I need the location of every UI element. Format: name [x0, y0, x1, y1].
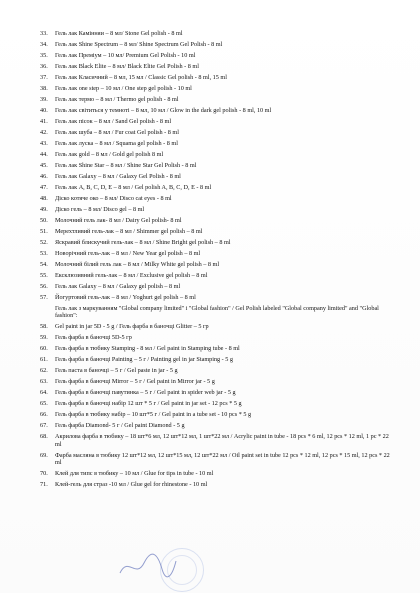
list-item — [40, 481, 392, 488]
item-text: Яскравий блискучий гель-лак – 8 мл / Shine Bright gel polish – 8 ml — [55, 239, 231, 246]
list-item — [40, 261, 392, 268]
item-text: Клей-гель для страз -10 мл / Glue gel for rhinestone - 10 ml — [55, 481, 208, 489]
item-number: 56. — [40, 283, 48, 290]
item-text: Гель лак Galaxy – 8 мл / Galaxy Gel Polish - 8 ml — [55, 173, 181, 180]
item-number: 41. — [40, 118, 48, 125]
item-number: 61. — [40, 356, 48, 364]
item-text: Новорічний гель-лак – 8 мл / New Year gel polish – 8 ml — [55, 250, 201, 257]
item-number: 37. — [40, 74, 48, 81]
item-text: Гель лак Black Elite – 8 мл/ Black Elite Gel Polish - 8 ml — [55, 63, 199, 70]
item-number: 34. — [40, 41, 48, 48]
item-number: 43. — [40, 140, 48, 147]
item-text: Гель лак луска – 8 мл / Squama gel polish - 8 ml — [55, 140, 178, 147]
list-item — [40, 378, 392, 385]
list-item — [40, 162, 392, 169]
list-item — [40, 228, 392, 235]
item-number: 44. — [40, 151, 48, 158]
item-number: 54. — [40, 261, 48, 268]
item-text: Гель лак Преміум – 10 мл/ Premium Gel Polish - 10 ml — [55, 52, 196, 59]
list-item — [40, 140, 392, 147]
list-item — [40, 195, 392, 202]
item-number: 55. — [40, 272, 48, 279]
product-list-part-2 — [40, 323, 392, 488]
item-text: Ексклюзивний гель-лак – 8 мл / Exclusive gel polish – 8 ml — [55, 272, 208, 279]
item-number: 60. — [40, 345, 48, 353]
item-number: 63. — [40, 378, 48, 386]
item-number: 40. — [40, 107, 48, 114]
list-item — [40, 356, 392, 363]
list-item — [40, 283, 392, 290]
item-text: Гель фарба Diamond- 5 г / Gel paint Diamond - 5 g — [55, 422, 185, 430]
list-item — [40, 411, 392, 418]
item-number: 66. — [40, 411, 48, 419]
list-item — [40, 173, 392, 180]
item-number: 70. — [40, 470, 48, 478]
list-item — [40, 239, 392, 246]
list-item — [40, 63, 392, 70]
item-text: Мерехтливий гель-лак – 8 мл / Shimmer gel polish – 8 ml — [55, 228, 203, 235]
list-item — [40, 217, 392, 224]
item-text: Фарба масляна в тюбику 12 шт*12 мл, 12 шт*15 мл, 12 шт*22 мл / Oil paint set in tube 12 pcs * 12 ml, 12 pcs * 15 ml, 12 pcs * 22 ml — [55, 451, 390, 467]
item-number: 64. — [40, 389, 48, 397]
list-item — [40, 367, 392, 374]
item-text: Гель лак Shine Spectrum – 8 мл/ Shine Spectrum Gel Polish - 8 ml — [55, 41, 223, 48]
list-item — [40, 422, 392, 429]
item-text: Йогуртовий гель-лак – 8 мл / Yoghurt gel polish – 8 ml — [55, 294, 196, 301]
item-text: Гель лак світиться у темноті – 8 мл, 10 мл / Glow in the dark gel polish - 8 ml, 10 ml — [55, 107, 272, 114]
list-item — [40, 389, 392, 396]
list-item — [40, 74, 392, 81]
list-item — [40, 151, 392, 158]
item-number: 57. — [40, 294, 48, 301]
item-number: 39. — [40, 96, 48, 103]
item-number: 45. — [40, 162, 48, 169]
item-text: Гель фарба в баночці 5D-5 гр — [55, 334, 132, 342]
list-item — [40, 294, 392, 301]
item-text: Клей для типс в тюбику – 10 мл / Glue for tips in tube - 10 ml — [55, 470, 214, 478]
list-item — [40, 250, 392, 257]
list-item — [40, 400, 392, 407]
item-text: Молочний білий гель лак – 8 мл / Milky White gel polish – 8 ml — [55, 261, 220, 268]
item-text: Гель лак Камінняи – 8 мл/ Stone Gel polish - 8 ml — [55, 30, 183, 37]
list-item — [40, 107, 392, 114]
item-text: Гель фарба в баночці Painting – 5 г / Painting gel in jar Stamping - 5 g — [55, 356, 234, 364]
item-text: Акрилова фарба в тюбику – 18 шт*6 мл, 12 шт*12 мл, 1 шт*22 мл / Acrylic paint in tube - 18 pcs * 6 ml, 12 pcs * 12 ml, 1 pc * 22 ml — [55, 433, 389, 448]
list-item — [40, 470, 392, 477]
item-number: 35. — [40, 52, 48, 59]
item-number: 50. — [40, 217, 48, 224]
list-item — [40, 96, 392, 103]
item-number: 33. — [40, 30, 48, 37]
item-number: 53. — [40, 250, 48, 257]
item-number: 67. — [40, 422, 48, 430]
item-number: 36. — [40, 63, 48, 70]
item-number: 49. — [40, 206, 48, 213]
item-number: 58. — [40, 323, 48, 331]
item-text: Гель фарба в тюбику набір – 10 шт*5 г / Gel paint in a tube set - 10 pcs * 5 g — [55, 411, 252, 419]
item-number: 62. — [40, 367, 48, 375]
list-item — [40, 272, 392, 279]
item-text: Гель лак Класичний – 8 мл, 15 мл / Classic Gel polish - 8 ml, 15 ml — [55, 74, 227, 81]
product-list-part-1 — [40, 30, 392, 301]
list-item — [40, 323, 392, 330]
list-item — [40, 206, 392, 213]
list-item — [40, 41, 392, 48]
list-item — [40, 345, 392, 352]
list-item — [40, 52, 392, 59]
list-item — [40, 85, 392, 92]
item-text: Діско котяче око – 8 мл/ Disco cat eyes - 8 ml — [55, 195, 172, 202]
item-text: Гель фарба в тюбику Stamping - 8 мл / Gel paint in Stamping tube - 8 ml — [55, 345, 240, 353]
item-text: Гель фарба в баночці павутинка – 5 г / Gel paint in spider web jar - 5 g — [55, 389, 236, 397]
item-text: Гель фарба в баночці Mirror – 5 г / Gel paint in Mirror jar - 5 g — [55, 378, 215, 386]
section-note: Гель лак з маркуванням "Global company limited" і "Global fashion" / Gel Polish labeled "Global company limited" and "Global fashion": — [55, 305, 379, 320]
item-number: 42. — [40, 129, 48, 136]
item-text: Гель лак A, B, C, D, E – 8 мл / Gel polish A, B, C, D, E - 8 ml — [55, 184, 212, 191]
item-number: 51. — [40, 228, 48, 235]
item-number: 48. — [40, 195, 48, 202]
item-text: Гель лак пісок – 8 мл / Sand Gel polish - 8 ml — [55, 118, 172, 125]
item-text: Молочний гель лак- 8 мл / Dairy Gel polish- 8 ml — [55, 217, 182, 224]
item-number: 52. — [40, 239, 48, 246]
item-number: 46. — [40, 173, 48, 180]
item-text: Gel paint in jar 5D - 5 g / Гель фарба в баночці Glitter – 5 гр — [55, 323, 209, 331]
item-text: Гель лак Galaxy – 8 мл / Galaxy gel polish – 8 ml — [55, 283, 181, 290]
item-number: 68. — [40, 433, 48, 441]
item-number: 47. — [40, 184, 48, 191]
item-number: 65. — [40, 400, 48, 408]
item-text: Гель лак Shine Star – 8 мл / Shine Star Gel Polish - 8 ml — [55, 162, 197, 169]
item-number: 71. — [40, 481, 48, 489]
list-item — [40, 433, 392, 448]
item-text: Гель лак one step – 10 мл / One step gel polish - 10 ml — [55, 85, 192, 92]
signature-icon — [118, 551, 178, 581]
item-text: Гель лак gold – 8 мл / Gold gel polish 8 ml — [55, 151, 164, 158]
item-text: Гель паста в баночці – 5 г / Gel paste in jar - 5 g — [55, 367, 178, 375]
item-text: Гель лак термо – 8 мл / Thermo gel polish - 8 ml — [55, 96, 179, 103]
item-number: 38. — [40, 85, 48, 92]
item-number: 59. — [40, 334, 48, 342]
list-item — [40, 129, 392, 136]
item-number: 69. — [40, 451, 48, 459]
list-item — [40, 184, 392, 191]
list-item — [40, 118, 392, 125]
item-text: Гель лак шуба – 8 мл / Fur coat Gel polish - 8 ml — [55, 129, 179, 136]
list-item — [40, 30, 392, 37]
list-item — [40, 334, 392, 341]
product-list — [40, 30, 392, 492]
item-text: Діско гель – 8 мл/ Disco gel – 8 ml — [55, 206, 145, 213]
list-item — [40, 452, 392, 467]
item-text: Гель фарба в баночці набір 12 шт * 5 г / Gel paint in jar set - 12 pcs * 5 g — [55, 400, 242, 408]
